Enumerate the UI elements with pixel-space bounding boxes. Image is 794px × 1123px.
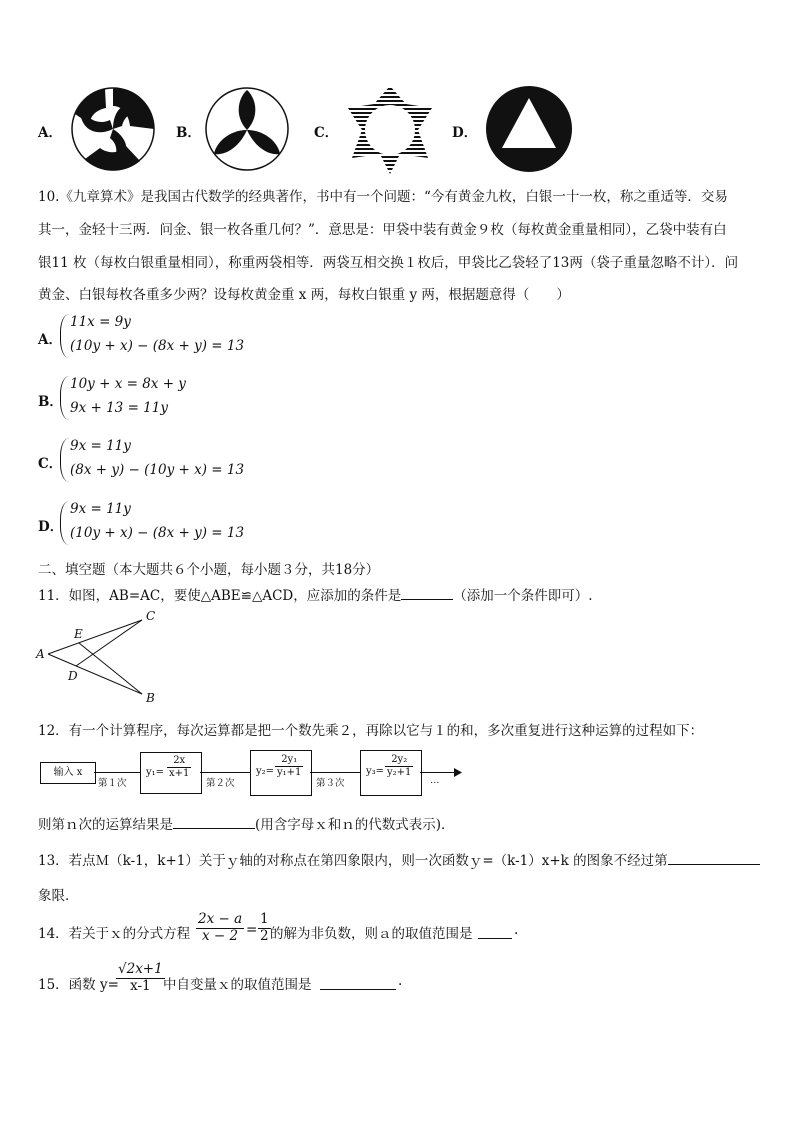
q10-option-d-eq1: 9x = 11y [70,501,131,517]
q13-text: 13．若点Ｍ（k-1，k+1）关于ｙ轴的对称点在第四象限内，则一次函数ｙ=（k-1）x+k 的图象不经过第 [38,853,668,869]
q12-arrow-1 [94,772,140,773]
q12-y3-den: y₂+1 [387,766,412,778]
brace-icon [60,438,69,482]
q14-before: 14．若关于ｘ的分式方程 [38,926,191,942]
q10-option-b-eq2: 9x + 13 = 11y [70,400,168,416]
q13-line-1 [38,849,760,869]
q14-end: . [514,922,519,938]
q10-line-1: 10.《九章算术》是我国古代数学的经典著作，书中有一个问题：“今有黄金九枚，白银一十一枚，称之重适等．交易 [38,189,728,205]
q10-option-a-eq1: 11x = 9y [70,314,131,330]
q11-label-e: E [74,627,83,641]
q12-y1-num: 2x [167,755,191,768]
q12-y1-box [140,752,202,794]
q12-input-box: 输入 x [40,762,96,784]
q11-label-c: C [146,609,156,623]
arrow-head-icon [454,768,462,777]
q10-option-b-eq1: 10y + x = 8x + y [70,376,186,392]
brace-icon [60,376,69,420]
q14-after: 的解为非负数，则ａ的取值范围是 [270,926,473,942]
q12-answer-before: 则第ｎ次的运算结果是 [38,817,173,833]
q12-step-1: 第１次 [98,775,127,789]
q12-answer-blank[interactable] [173,828,255,829]
q10-line-3: 银11 枚（每枚白银重量相同），称重两袋相等．两袋互相交换１枚后，甲袋比乙袋轻了13两（袋子重量忽略不计）．问 [38,255,739,271]
q13-answer-blank[interactable] [668,864,760,865]
q12-text: 12．有一个计算程序，每次运算都是把一个数先乘２，再除以它与１的和，多次重复进行这种运算的过程如下： [38,723,704,739]
q15-answer-blank[interactable] [320,973,396,990]
q9-option-c-label: C． [314,125,339,141]
q9-option-a-label: A． [38,125,62,141]
brace-icon [60,501,69,545]
q10-line-4: 黄金、白银每枚各重多少两？设每枚黄金重 x 两，每枚白银重 y 两，根据题意得（ ） [38,287,570,303]
q9-figure-a [70,86,156,172]
q9-figure-c [344,84,436,176]
q12-y2-num: 2y₁ [275,754,303,767]
q10-line-2: 其一，金轻十三两．问金、银一枚各重几何？”．意思是：甲袋中装有黄金９枚（每枚黄金重量相同），乙袋中装有白 [38,222,727,238]
q11-text-after: （添加一个条件即可）. [453,588,593,604]
q10-option-c-eq1: 9x = 11y [70,438,131,454]
q12-y3-num: 2y₂ [385,754,413,767]
q14-answer-blank[interactable] [478,922,512,939]
q10-option-a-eq2: (10y + x) − (8x + y) = 13 [70,338,245,354]
q12-y1-den: x+1 [169,767,190,779]
q13-line-2: 象限． [38,888,79,904]
q11-label-d: D [68,669,78,683]
q15-fraction-den: x-1 [130,977,151,994]
q12-step-2: 第２次 [206,775,235,789]
q14-fraction-den: x − 2 [202,927,239,944]
q14-fraction-num: 2x − a [198,911,243,927]
q11-triangle-figure [34,606,164,706]
q12-y1-lhs: y₁= [146,767,165,778]
q12-arrow-3 [310,772,360,773]
q12-answer-line [38,813,455,833]
q9-option-d-label: D． [452,125,478,141]
q12-step-3: 第３次 [316,775,345,789]
q10-option-b-label: B． [38,394,63,410]
q12-y3-box [360,750,422,796]
q10-option-a-label: A． [38,332,62,348]
section-2-heading: 二、填空题（本大题共６个小题，每小题３分，共18分） [38,562,380,578]
q12-y2-box [250,750,312,796]
q10-option-c-label: C． [38,456,63,472]
q12-y3-lhs: y₃= [366,766,385,777]
q9-option-b-label: B． [176,125,201,141]
q12-arrow-2 [200,772,250,773]
q15-before: 15．函数 y= [38,977,119,993]
q10-option-c-eq2: (8x + y) − (10y + x) = 13 [70,462,245,478]
q12-answer-after: (用含字母ｘ和ｎ的代数式表示)． [255,817,455,833]
brace-icon [60,314,69,358]
q14-rhs-den: 2 [260,927,269,944]
q11-text-before: 11．如图，AB=AC，要使△ABE≌△ACD，应添加的条件是 [38,588,402,604]
q11-label-a: A [36,647,45,661]
q10-option-d-label: D． [38,519,64,535]
q9-figure-d [484,84,574,174]
q12-dots: … [430,775,440,786]
q12-y2-lhs: y₂= [256,766,275,777]
q12-y2-den: y₁+1 [277,766,302,778]
q15-after: 中自变量ｘ的取值范围是 [163,977,312,993]
q9-figure-b [204,86,290,172]
q11-text [38,584,593,604]
q11-label-b: B [146,691,155,705]
q15-end: . [398,973,403,989]
q11-answer-blank[interactable] [401,599,453,600]
q12-arrow-4 [420,772,458,773]
q14-equals: = [246,922,258,938]
q15-fraction-num: √2x+1 [118,961,163,977]
q14-rhs-num: 1 [260,911,269,927]
q10-option-d-eq2: (10y + x) − (8x + y) = 13 [70,525,245,541]
